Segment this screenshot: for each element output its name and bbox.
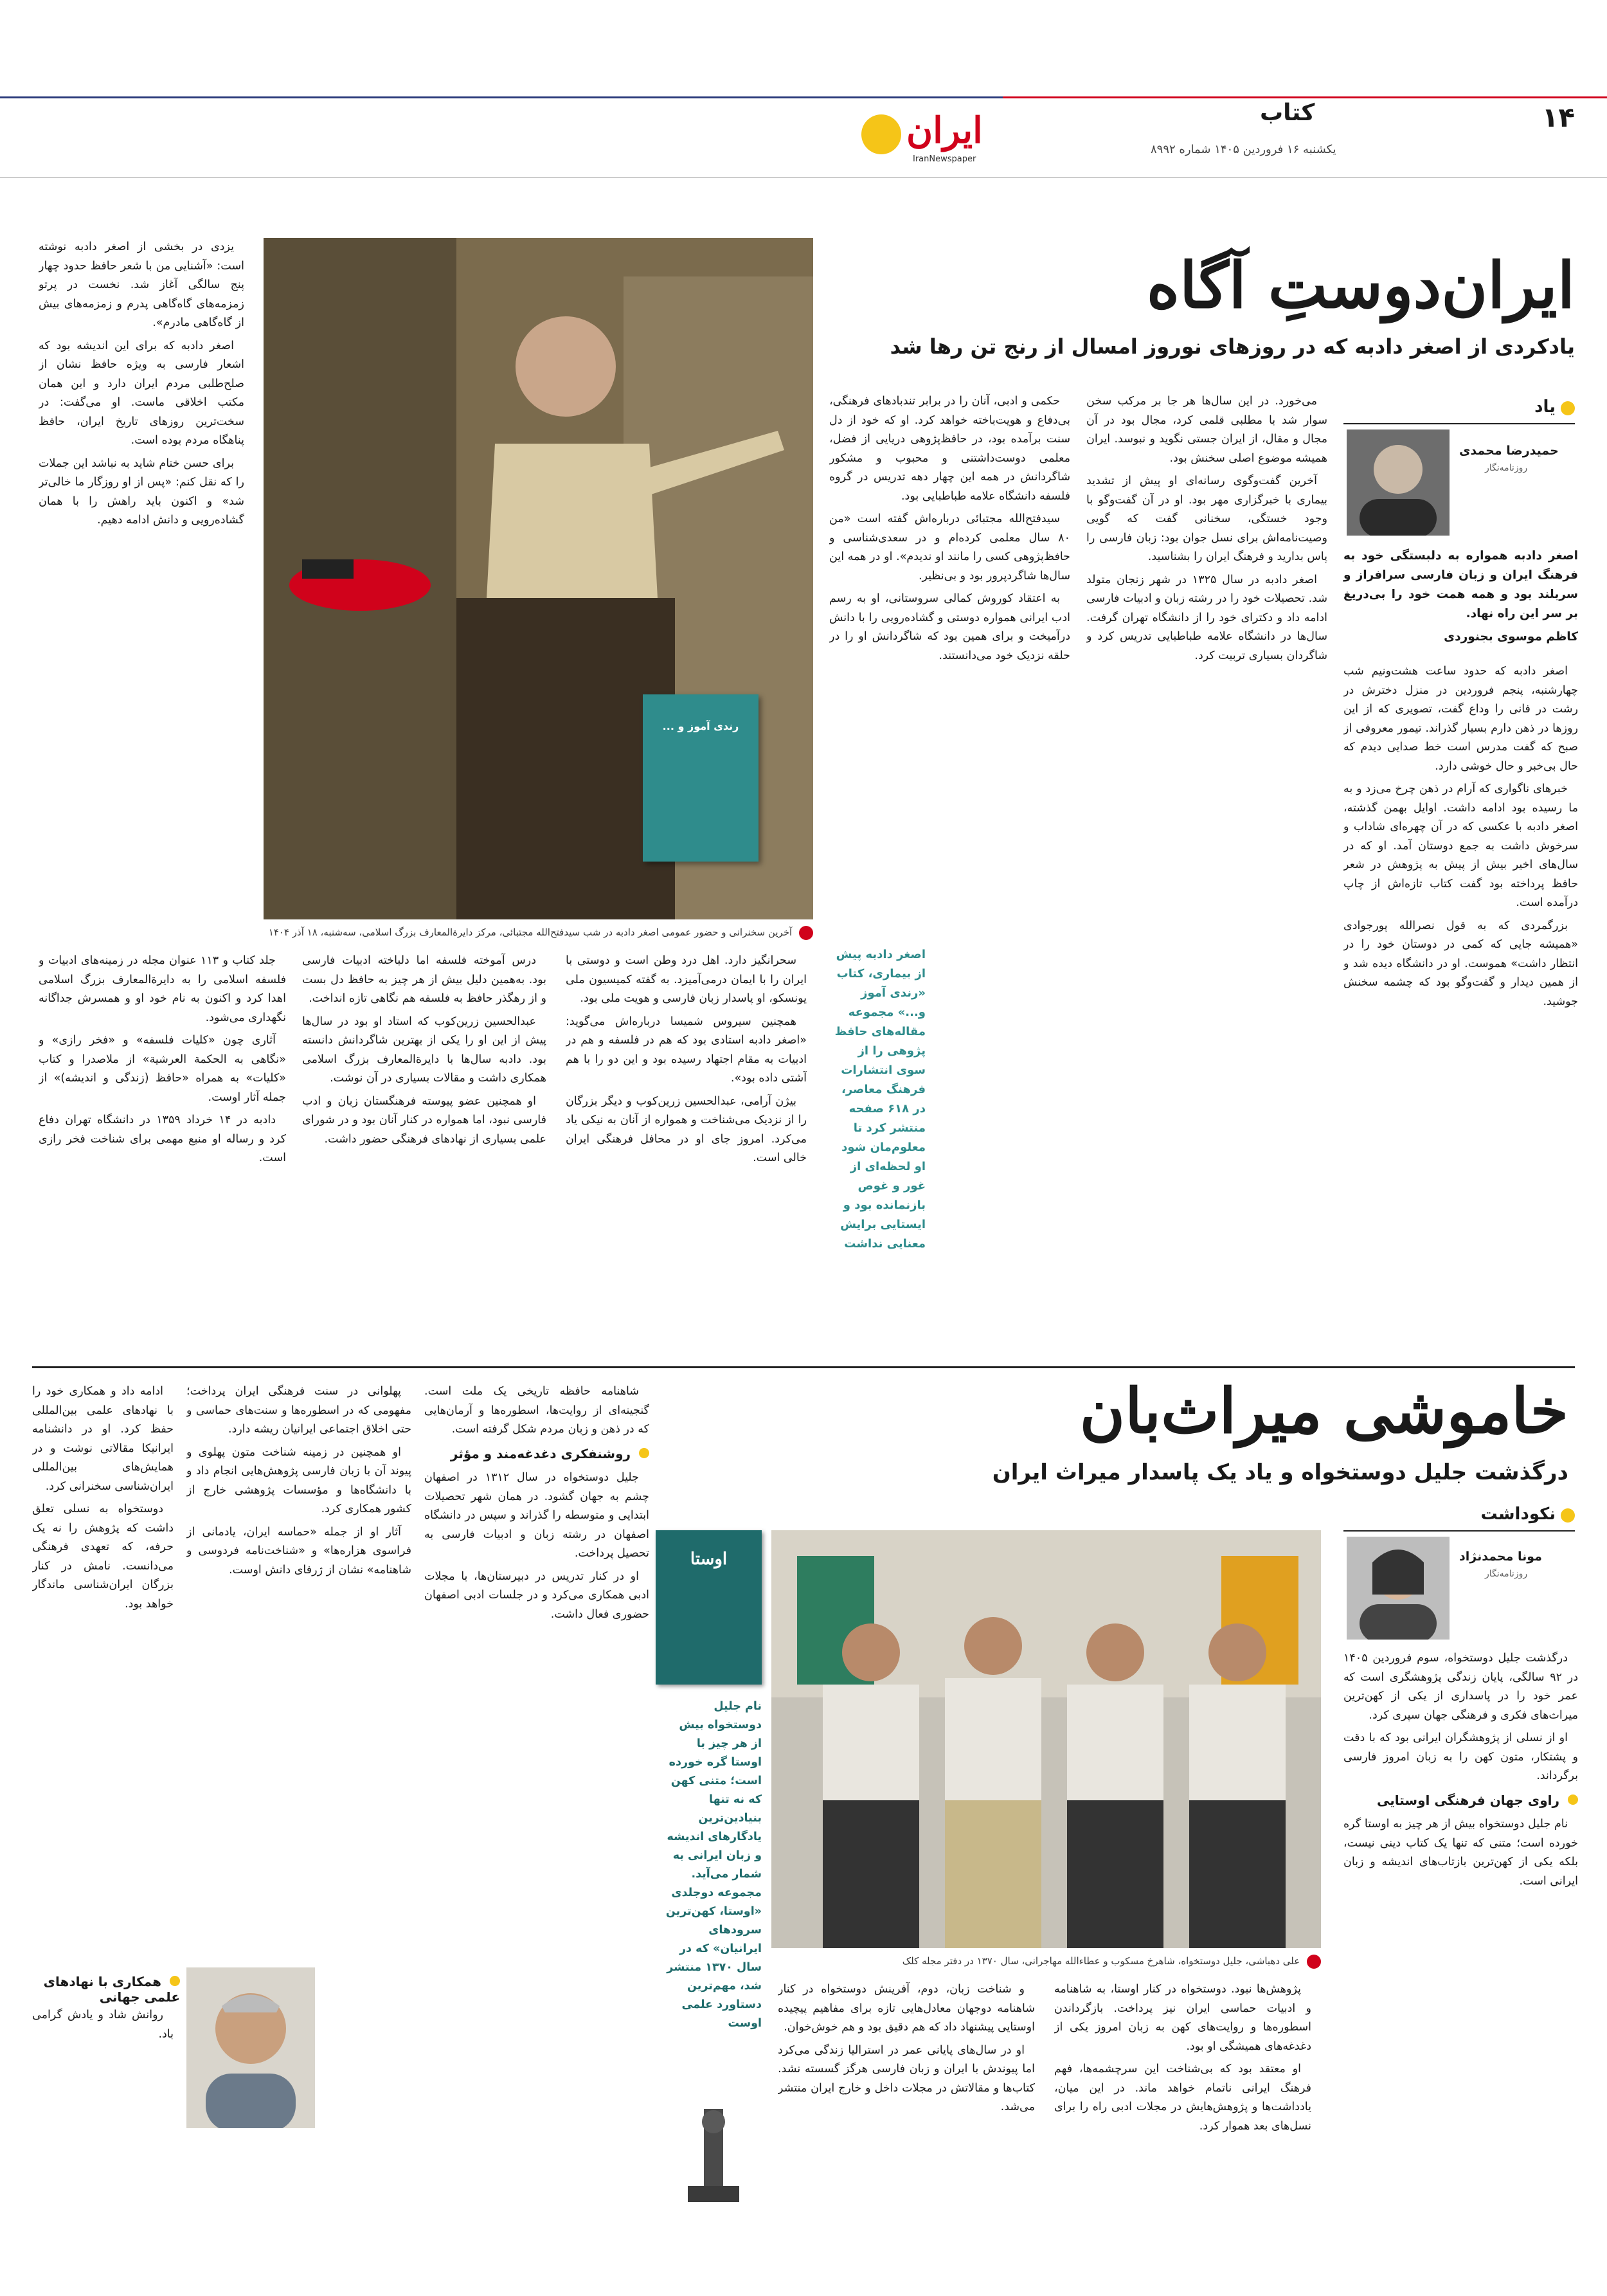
paragraph: آثار او از جمله «حماسه ایران، یادمانی از فراسوی هزاره‌ها» و «شناخت‌نامه فردوسی و شاهنامه» نشان از ژرفای دانش اوست.: [186, 1525, 411, 1577]
article1-col2: [1086, 392, 1327, 1357]
paragraph: حکمی و ادبی، آنان را در برابر تندبادهای فرهنگی، بی‌دفاع و هویت‌باخته خواهد کرد. او که خود از دل سنت برآمده بود، در حافظ‌پژوهی دریایی از فضل، معلمی دوست‌داشتنی و محبوب و مشکور شاگردانش در همه این چهار دهه تدریس در گروه فلسفه دانشگاه علامه طباطبایی بود.: [829, 395, 1070, 503]
article1-title: ایران‌دوستِ آگاه: [1146, 249, 1575, 323]
subhead-text: راوی جهان فرهنگی اوستایی: [1377, 1792, 1560, 1808]
kicker-dot-icon: [1561, 401, 1575, 415]
article1-lead: [1343, 547, 1578, 647]
article2-book-cover: [656, 1530, 762, 1685]
group-photo-illustration: [771, 1530, 1321, 1948]
lead-text: اصغر دادبه همواره به دلبستگی خود به فرهنگ ایران و زبان فارسی سرافراز و سربلند بود و همه همت خود را بی‌دریغ بر سر این راه نهاد.: [1343, 549, 1578, 620]
paragraph: پژوهش‌ها نبود. دوستخواه در کنار اوستا، به شاهنامه و ادبیات حماسی ایران نیز پرداخت. بازگرداندن اسطوره‌ها و روایت‌های کهن به زبان امروز یکی از دغدغه‌های همیشگی او بود.: [1054, 1983, 1311, 2053]
article1-book-cover: [643, 694, 759, 862]
paragraph: اصغر دادبه که حدود ساعت هشت‌ونیم شب چهارشنبه، پنجم فروردین در منزل دخترش در رشت در فانی را وداع گفت، تصویری که از این روزها در ذهن دارم بسیار گذراند. تیمور معروفی از صبح که گفت مدرس است خط صدایی دیدم که حال بی‌خبر و حال خوشی دارد.: [1343, 665, 1578, 773]
article-divider: [32, 1366, 1575, 1368]
caption-text: آخرین سخنرانی و حضور عمومی اصغر دادبه در شب سیدفتح‌الله مجتبائی، مرکز دایرةالمعارف بزرگ اسلامی، سه‌شنبه، ۱۸ آذر ۱۴۰۴: [268, 927, 793, 938]
paragraph: خبرهای ناگواری که آرام در ذهن چرخ می‌زد و به ما رسیده بود ادامه داشت. اوایل بهمن گذشته، اصغر دادبه با عکسی که در آن چهره‌ای شاداب و سرخوش داشت به جمع دوستان آمد. او که در سال‌های اخیر بیش از پیش به پژوهش در شعر حافظ پرداخته بود گفت کتاب تازه‌اش از چاپ درآمده است.: [1343, 782, 1578, 909]
paragraph: پهلوانی در سنت فرهنگی ایران پرداخت؛ مفهومی که در اسطوره‌ها و سنت‌های حماسی و حتی اخلاق اجتماعی ایرانیان ریشه دارد.: [186, 1385, 411, 1436]
paragraph: دوستخواه به نسلی تعلق داشت که پژوهش را نه یک حرفه، که تعهدی فرهنگی می‌دانست. نامش در کنار بزرگان ایران‌شناسی ماندگار خواهد بود.: [32, 1503, 174, 1611]
caption-marker-icon: [799, 926, 813, 940]
book-title: اوستا: [690, 1550, 728, 1569]
paragraph: او همچنین عضو پیوسته فرهنگستان زبان و ادب فارسی نبود، اما همواره در کنار آنان بود و در شورای علمی بسیاری از نهادهای فرهنگی حضور داشت.: [302, 1094, 546, 1146]
lead-author: کاظم موسوی بجنوردی: [1444, 630, 1578, 644]
article2-subtitle: درگذشت جلیل دوستخواه و یاد یک پاسدار میراث ایران: [992, 1460, 1568, 1485]
paragraph: جلیل دوستخواه در سال ۱۳۱۲ در اصفهان چشم به جهان گشود. در همان شهر تحصیلات ابتدایی و متوسطه را گذراند و سپس در دانشگاه اصفهان در رشته زبان و ادبیات فارسی به تحصیل پرداخت.: [424, 1471, 649, 1560]
subhead-dot-icon: [170, 1976, 180, 1986]
page-number: ۱۴: [1541, 102, 1575, 133]
author2-avatar: [1347, 1537, 1450, 1640]
logo-sun-icon: [861, 114, 901, 154]
paragraph: عبدالحسین زرین‌کوب که استاد او بود در سال‌ها پیش از این او را یکی از بهترین شاگردانش دانسته بود. دادبه سال‌ها با دایرةالمعارف بزرگ اسلامی همکاری داشت و مقالات بسیاری در آن نوشت.: [302, 1015, 546, 1085]
book-title: رندی آموز و ...: [662, 720, 739, 732]
paragraph: سیدفتح‌الله مجتبائی درباره‌اش گفته است «من ۸۰ سال معلمی کرده‌ام و در سعدی‌شناسی و حافظ‌پژوهی کسی را مانند او ندیدم». او در همه این سال‌ها شاگردپرور بود و بی‌نظیر.: [829, 512, 1070, 583]
article2-col4: [424, 1382, 649, 2270]
paragraph: همچنین سیروس شمیسا درباره‌اش می‌گوید: «اصغر دادبه استادی بود که هم در فلسفه و هم در ادبیات به مقام اجتهاد رسیده بود و این دو را با هم آشتی داده بود».: [566, 1015, 807, 1085]
article2-photo: [771, 1530, 1321, 1948]
portrait-illustration: [186, 1967, 315, 2128]
paragraph: جلد کتاب و ۱۱۳ عنوان مجله در زمینه‌های ادبیات و فلسفه اسلامی را به دایرةالمعارف بزرگ اسلامی اهدا کرد و اکنون به نام خود او و همسرش جداگانه نگهداری می‌شود.: [39, 954, 286, 1024]
subhead-international: [32, 1974, 180, 2005]
kicker-dot-icon: [1561, 1508, 1575, 1523]
paragraph: درگذشت جلیل دوستخواه، سوم فروردین ۱۴۰۵ در ۹۲ سالگی، پایان زندگی پژوهشگری است که عمر خود را در پاسداری از یکی از کهن‌ترین میراث‌های فکری و فرهنگی جهان سپری کرد.: [1343, 1652, 1578, 1722]
article1-col5: [302, 952, 546, 1357]
article1-kicker: [1343, 397, 1575, 424]
paragraph: یزدی در بخشی از اصغر دادبه نوشته است: «آشنایی من با شعر حافظ حدود چهار پنج سالگی آغاز شد. نخست در پرتو زمزمه‌های گاه‌گاهی پدرم و زمزمه‌های بیش از گاه‌گاهی مادرم».: [39, 240, 244, 329]
article2-author-name: مونا محمدنژاد: [1459, 1550, 1542, 1564]
article1-col7: [39, 238, 244, 932]
article1-col4: [566, 952, 807, 1357]
portrait-dustkhah: [186, 1967, 315, 2128]
article2-col3: [778, 1980, 1035, 2270]
statue-image: [669, 2102, 759, 2205]
kicker-label: نکوداشت: [1480, 1505, 1556, 1524]
article2-col6: [32, 1382, 174, 1961]
kicker-label: یاد: [1534, 397, 1556, 417]
article2-col6b: [32, 2006, 174, 2270]
article2-author-role: روزنامه‌نگار: [1485, 1569, 1528, 1579]
paragraph: ادامه داد و همکاری خود را با نهادهای علمی بین‌المللی حفظ کرد. او در دانشنامه ایرانیکا مقالاتی نوشت و در همایش‌های بین‌المللی ایران‌شناسی سخنرانی کرد.: [32, 1385, 174, 1493]
article1-author-role: روزنامه‌نگار: [1485, 463, 1528, 473]
caption-text: علی دهباشی، جلیل دوستخواه، شاهرخ مسکوب و عطاءالله مهاجرانی، سال ۱۳۷۰ در دفتر مجله کلک: [902, 1955, 1300, 1967]
paragraph: به اعتقاد کوروش کمالی سروستانی، او به رسم ادب ایرانی همواره دوستی و گشاده‌رویی را با دانش درآمیخت و برای همین بود که شاگردانش او را در حلقه نزدیک خود می‌دانستند.: [829, 592, 1070, 662]
paragraph: آثاری چون «کلیات فلسفه» و «فخر رازی» و «نگاهی به الحکمة العرشیة» از ملاصدرا و کتاب «کلیات» به همراه «حافظ (زندگی و اندیشه)» از جمله آثار اوست.: [39, 1034, 286, 1104]
paragraph: اصغر دادبه که برای این اندیشه بود که اشعار فارسی به ویژه حافظ نشان از صلح‌طلبی مردم ایران دارد و این همان مکتب اخلاقی ماست. او می‌گفت: در سخت‌ترین روزهای تاریخ ایران، حافظ پناهگاه مردم بوده است.: [39, 339, 244, 447]
logo-sub: IranNewspaper: [913, 154, 976, 164]
paragraph: او در کنار تدریس در دبیرستان‌ها، با مجلات ادبی همکاری می‌کرد و در جلسات ادبی اصفهان حضوری فعال داشت.: [424, 1569, 649, 1621]
paragraph: درس آموخته فلسفه اما دلباخته ادبیات فارسی بود. به‌همین دلیل بیش از هر چیز به حافظ دل بست و از رهگذر حافظ به فلسفه هم نگاهی تازه انداخت.: [302, 954, 546, 1005]
header-bottom-rule: [0, 177, 1607, 178]
paragraph: برای حسن ختام شاید به نباشد این جملات را که نقل کنم: «پس از او روزگار ما خالی‌تر شد» و اکنون باید راهش را با همان گشاده‌رویی و دانش ادامه دهیم.: [39, 456, 244, 527]
article1-col1: [1343, 662, 1578, 1357]
statue-icon: [669, 2102, 759, 2205]
subhead-dot-icon: [1568, 1794, 1578, 1805]
paragraph: او معتقد بود که بی‌شناخت این سرچشمه‌ها، فهم فرهنگ ایرانی ناتمام خواهد ماند. در این میان، یادداشت‌ها و پژوهش‌هایش در مجلات ادبی راه را برای نسل‌های بعد هموار کرد.: [1054, 2063, 1311, 2133]
subhead-dot-icon: [639, 1448, 649, 1458]
paragraph: دادبه در ۱۴ خرداد ۱۳۵۹ در دانشگاه تهران دفاع کرد و رساله او منبع مهمی برای شناخت فخر رازی است.: [39, 1114, 286, 1164]
section-title: کتاب: [1260, 100, 1315, 126]
author-avatar: [1347, 429, 1450, 536]
paragraph: و شناخت زبان، دوم، آفرینش دوستخواه در کنار شاهنامه دوجهان معادل‌هایی تازه برای مفاهیم پیچیده اوستایی پیشنهاد داد که هم دقیق بود و هم خوش‌خوان.: [778, 1983, 1035, 2034]
paragraph: سحرانگیز دارد. اهل درد وطن است و دوستی با ایران را با ایمان درمی‌آمیزد. به گفته کمیسیون ملی یونسکو، او پاسدار زبان فارسی و هویت ملی بود.: [566, 954, 807, 1005]
article1-author-name: حمیدرضا محمدی: [1459, 444, 1559, 458]
caption-marker-icon: [1307, 1955, 1321, 1969]
article2-col1: [1343, 1649, 1578, 2266]
subhead-text: همکاری با نهادهای علمی جهانی: [43, 1974, 180, 2005]
article2-col2: [1054, 1980, 1311, 2270]
top-rule-accent: [1003, 96, 1607, 98]
paragraph: بیژن آرامی، عبدالحسین زرین‌کوب و دیگر بزرگان را از نزدیک می‌شناخت و همواره از آنان به نیکی یاد می‌کرد. امروز جای او در محافل فرهنگی ایران خالی است.: [566, 1094, 807, 1164]
paragraph: نام جلیل دوستخواه بیش از هر چیز به اوستا گره خورده است؛ متنی که تنها یک کتاب دینی نیست، بلکه یکی از کهن‌ترین بازتاب‌های اندیشه و زبان ایرانی است.: [1343, 1818, 1578, 1888]
article1-book-caption: اصغر دادبه پیش از بیماری، کتاب «رندی آموز و...» مجموعه مقاله‌های حافظ پژوهی را از سوی انتشارات فرهنگ معاصر، در ۶۱۸ صفحه منتشر کرد تا معلوم‌مان شود او لحظه‌ای از غور و غوص بازنمانده بود و ایستایی برایش معنایی نداشت: [834, 948, 926, 1251]
subhead-avesta: [1343, 1791, 1578, 1811]
avatar-silhouette-icon: [1347, 429, 1450, 536]
article2-title: خاموشی میراث‌بان: [1079, 1375, 1568, 1447]
article2-book-caption: نام جلیل دوستخواه بیش از هر چیز با اوستا گره خورده است؛ متنی کهن که نه تنها بنیادین‌ترین یادگارهای اندیشه و زبان ایرانی به شمار می‌آید. مجموعه دوجلدی «اوستا، کهن‌ترین سرودهای ایرانیان» که در سال ۱۳۷۰ منتشر شد، مهم‌ترین دستاورد علمی اوست: [665, 1700, 762, 2030]
paragraph: او همچنین در زمینه شناخت متون پهلوی و پیوند آن با زبان فارسی پژوهش‌هایی انجام داد و با دانشگاه‌ها و مؤسسات پژوهشی خارج از کشور همکاری کرد.: [186, 1445, 411, 1515]
article1-photo-caption: [264, 925, 813, 940]
paragraph: او در سال‌های پایانی عمر در استرالیا زندگی می‌کرد اما پیوندش با ایران و زبان فارسی هرگز گسسته نشد. کتاب‌ها و مقالاتش در مجلات داخل و خارج ایران منتشر می‌شد.: [778, 2043, 1035, 2113]
paragraph: اصغر دادبه در سال ۱۳۲۵ در شهر زنجان متولد شد. تحصیلات خود را در رشته زبان و ادبیات فارسی ادامه داد و دکترای خود را از دانشگاه تهران گرفت. سال‌ها در دانشگاه علامه طباطبایی تدریس کرد و شاگردان بسیاری تربیت کرد.: [1086, 573, 1327, 662]
paragraph: شاهنامه حافظه تاریخی یک ملت است. گنجینه‌ای از روایت‌ها، اسطوره‌ها و آرمان‌هایی که در ذهن و زبان مردم شکل گرفته است.: [424, 1385, 649, 1436]
subhead-intellectual: [424, 1445, 649, 1464]
avatar-silhouette-icon: [1347, 1537, 1450, 1640]
subhead-text: روشنفکری دغدغه‌مند و مؤثر: [450, 1445, 631, 1461]
paragraph: روانش شاد و یادش گرامی باد.: [32, 2009, 174, 2041]
article2-kicker: [1343, 1505, 1575, 1532]
article2-photo-caption: [771, 1953, 1321, 1969]
newspaper-logo: [861, 109, 996, 167]
article1-subtitle: [890, 334, 1575, 359]
date-line: یکشنبه ۱۶ فروردین ۱۴۰۵ شماره ۸۹۹۲: [1151, 143, 1336, 156]
paragraph: او از نسلی از پژوهشگران ایرانی بود که با دقت و پشتکار، متون کهن را به زبان امروز فارسی برگرداند.: [1343, 1731, 1578, 1782]
paragraph: بزرگمردی که به قول نصرالله پورجوادی «همیشه جایی که کمی در دوستان خود را در انتظار داشت» هموست. او در دانشگاه دیده شد و از همین دیدار و گفت‌وگو بود که چشمه سخنش جوشید.: [1343, 919, 1578, 1008]
article1-col6: [39, 952, 286, 1357]
article1-subtitle-text: یادکردی از اصغر دادبه که در روزهای نوروز امسال از رنج تن رها شد: [890, 334, 1575, 359]
logo-text: ایران: [906, 109, 983, 152]
paragraph: می‌خورد. در این سال‌ها هر جا بر مرکب سخن سوار شد با مطلبی قلمی کرد، مجال بود در آن مجال و مقال، از ایران جستی نگوید و نبوسد. ایران همیشه موضوع اصلی سخنش بود.: [1086, 395, 1327, 465]
article2-col5: [186, 1382, 411, 2270]
paragraph: آخرین گفت‌وگوی رسانه‌ای او پیش از تشدید بیماری با خبرگزاری مهر بود. او در آن گفت‌وگو با وجود خستگی، سخنانی گفت که گویی وصیت‌نامه‌اش برای نسل جوان بود: زبان فارسی را پاس بدارید و فرهنگ ایران را بشناسید.: [1086, 475, 1327, 563]
